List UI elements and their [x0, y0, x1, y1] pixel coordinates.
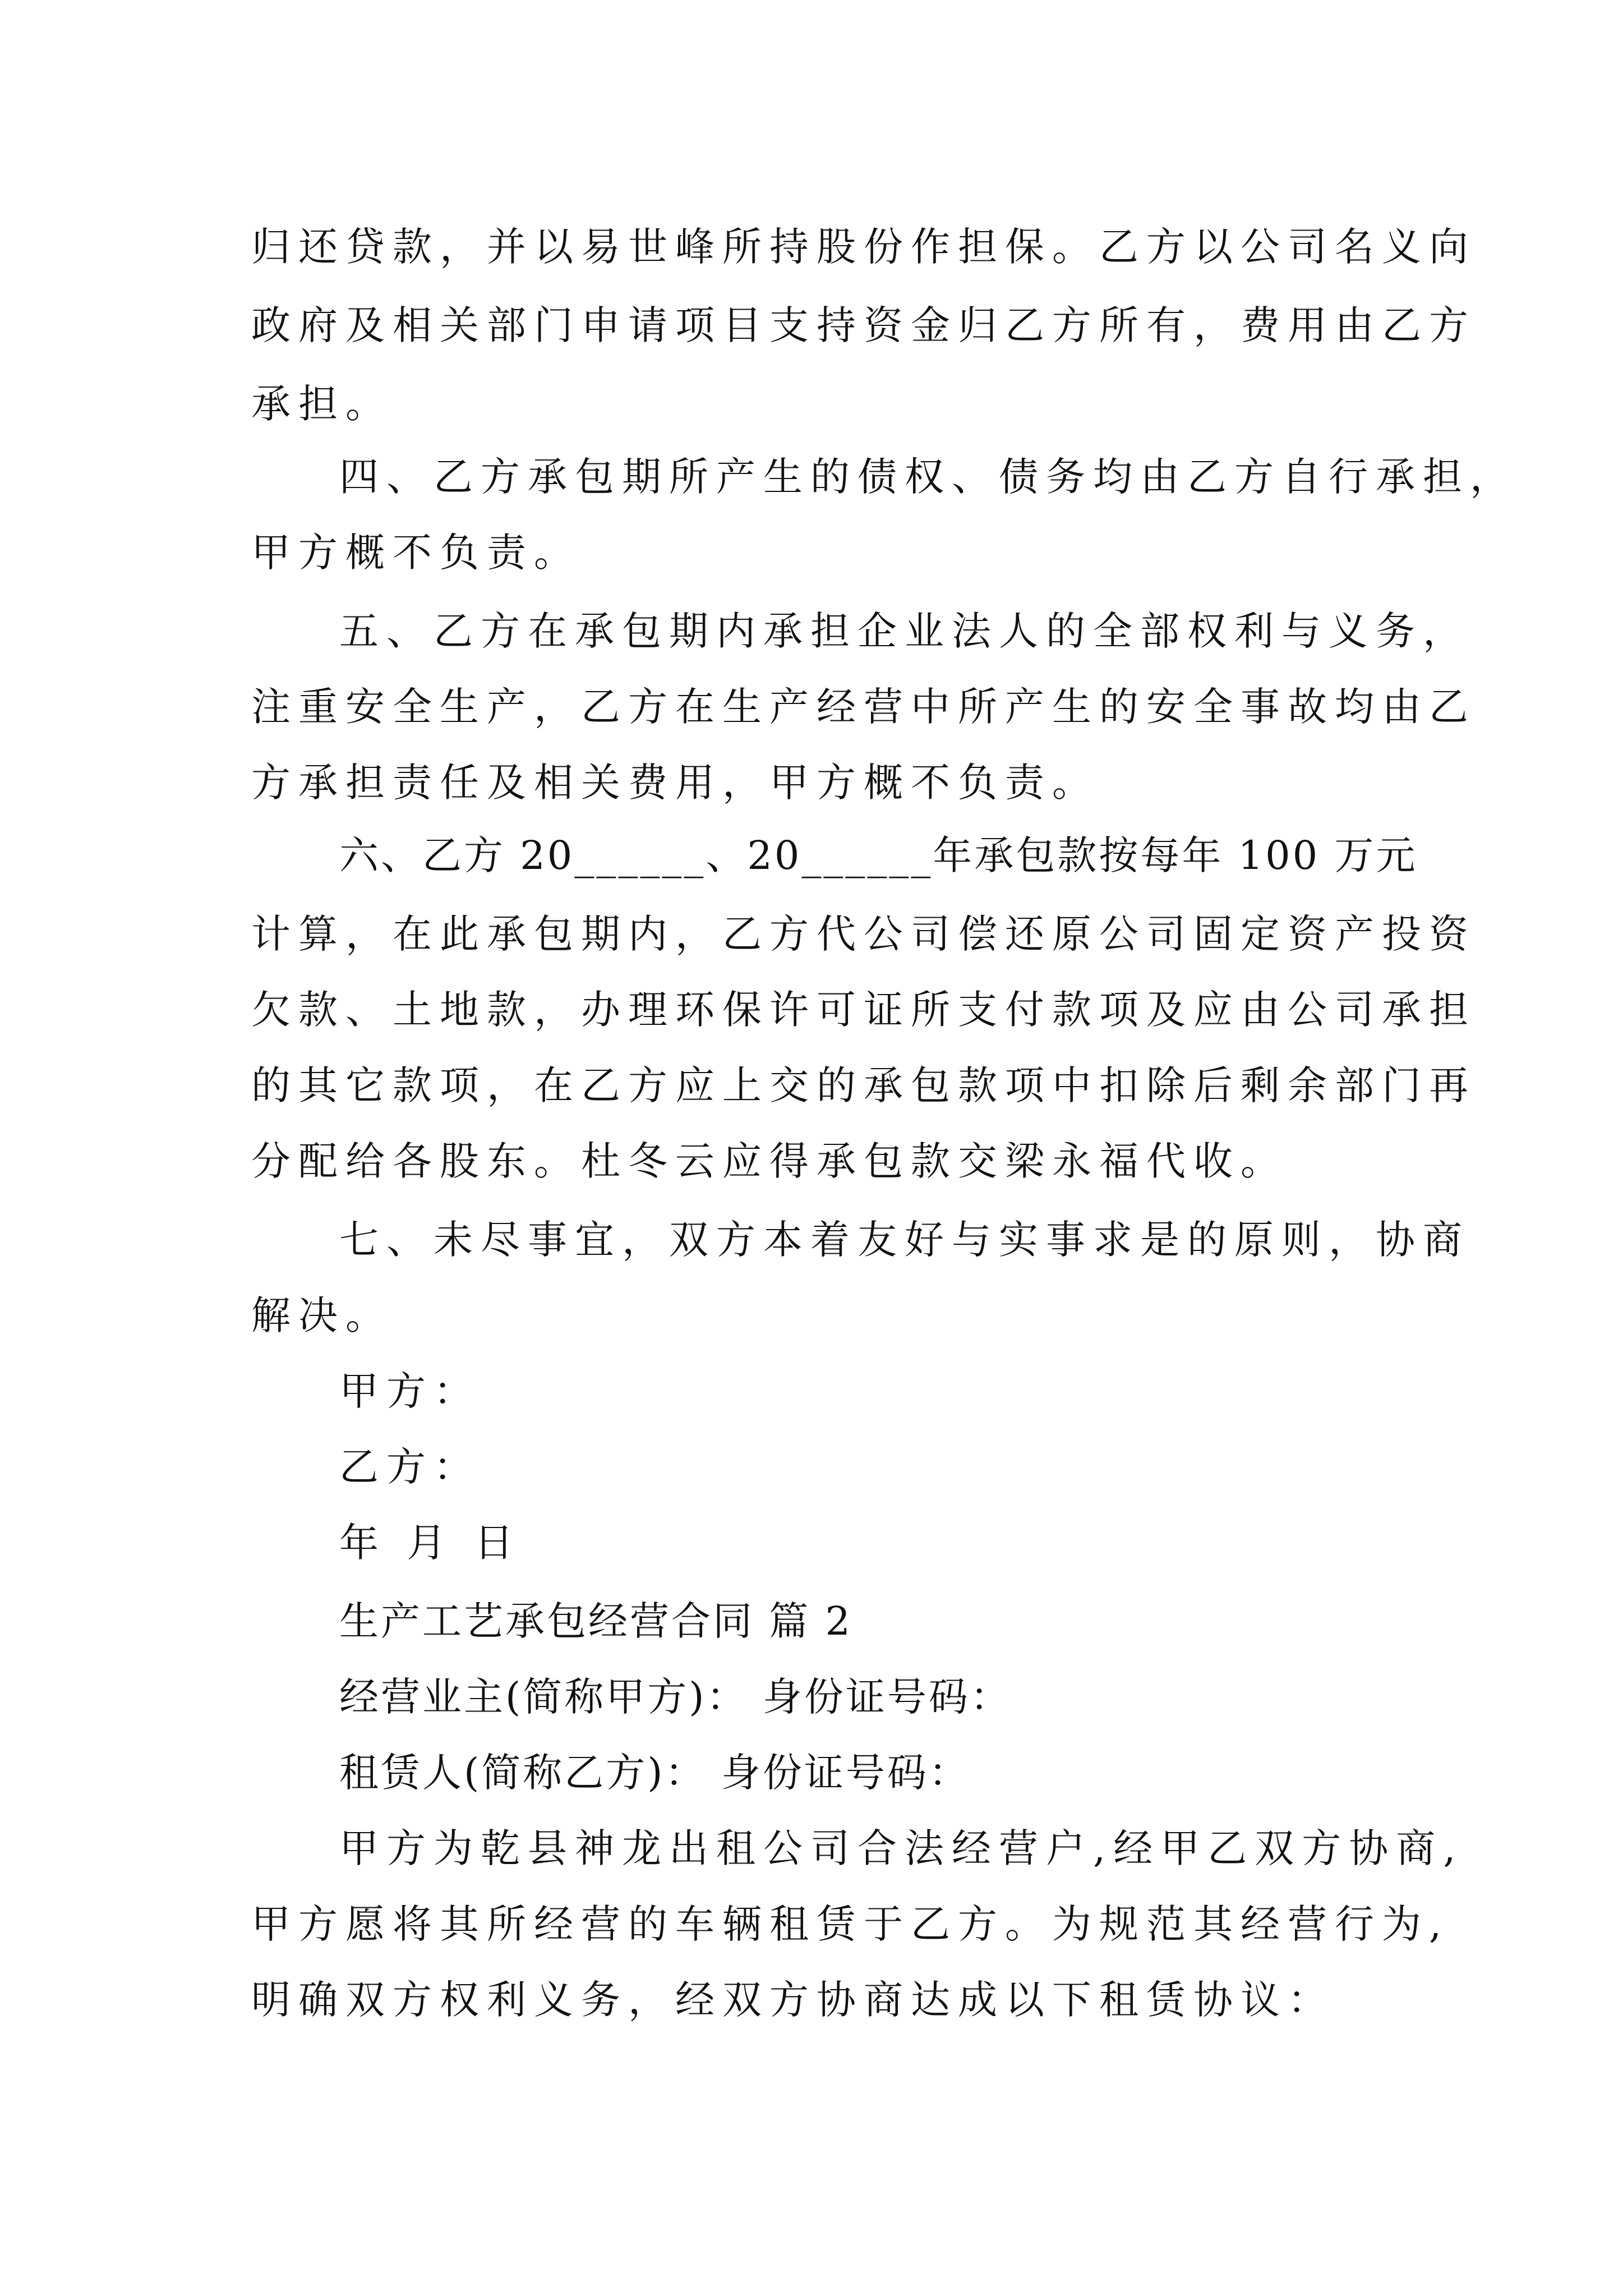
- text-line-24: 明确双方权利义务，经双方协商达成以下租赁协议：: [251, 1977, 1335, 2023]
- text-line-11: 欠款、土地款，办理环保许可证所支付款项及应由公司承担: [251, 987, 1476, 1033]
- section-title: 生产工艺承包经营合同 篇 2: [339, 1598, 853, 1644]
- text-line-22: 甲方为乾县神龙出租公司合法经营户,经甲乙双方协商,: [339, 1825, 1464, 1871]
- text-line-15: 解决。: [251, 1292, 393, 1338]
- text-line-14: 七、未尽事宜，双方本着友好与实事求是的原则，协商: [339, 1217, 1470, 1263]
- text-line-5: 甲方概不负责。: [251, 530, 581, 576]
- text-line-12: 的其它款项，在乙方应上交的承包款项中扣除后剩余部门再: [251, 1062, 1476, 1108]
- party-b-info: 租赁人(简称乙方)： 身份证号码：: [339, 1750, 970, 1796]
- text-line-3: 承担。: [251, 381, 393, 427]
- text-line-23: 甲方愿将其所经营的车辆租赁于乙方。为规范其经营行为,: [251, 1901, 1450, 1947]
- text-line-10: 计算，在此承包期内，乙方代公司偿还原公司固定资产投资: [251, 911, 1476, 957]
- text-line-13: 分配给各股东。杜冬云应得承包款交梁永福代收。: [251, 1138, 1288, 1184]
- text-line-8: 方承担责任及相关费用，甲方概不负责。: [251, 760, 1099, 806]
- signature-date: 年 月 日: [339, 1520, 522, 1566]
- text-line-9: 六、乙方 20______、20______年承包款按每年 100 万元: [339, 832, 1418, 878]
- text-line-1: 归还贷款，并以易世峰所持股份作担保。乙方以公司名义向: [251, 224, 1476, 270]
- text-line-4: 四、乙方承包期所产生的债权、债务均由乙方自行承担，: [339, 454, 1517, 500]
- text-line-6: 五、乙方在承包期内承担企业法人的全部权利与义务，: [339, 608, 1470, 654]
- signature-party-a: 甲方：: [339, 1368, 481, 1414]
- signature-party-b: 乙方：: [339, 1444, 481, 1490]
- text-line-7: 注重安全生产，乙方在生产经营中所产生的安全事故均由乙: [251, 684, 1476, 730]
- party-a-info: 经营业主(简称甲方)： 身份证号码：: [339, 1674, 1012, 1720]
- text-line-2: 政府及相关部门申请项目支持资金归乙方所有，费用由乙方: [251, 302, 1476, 348]
